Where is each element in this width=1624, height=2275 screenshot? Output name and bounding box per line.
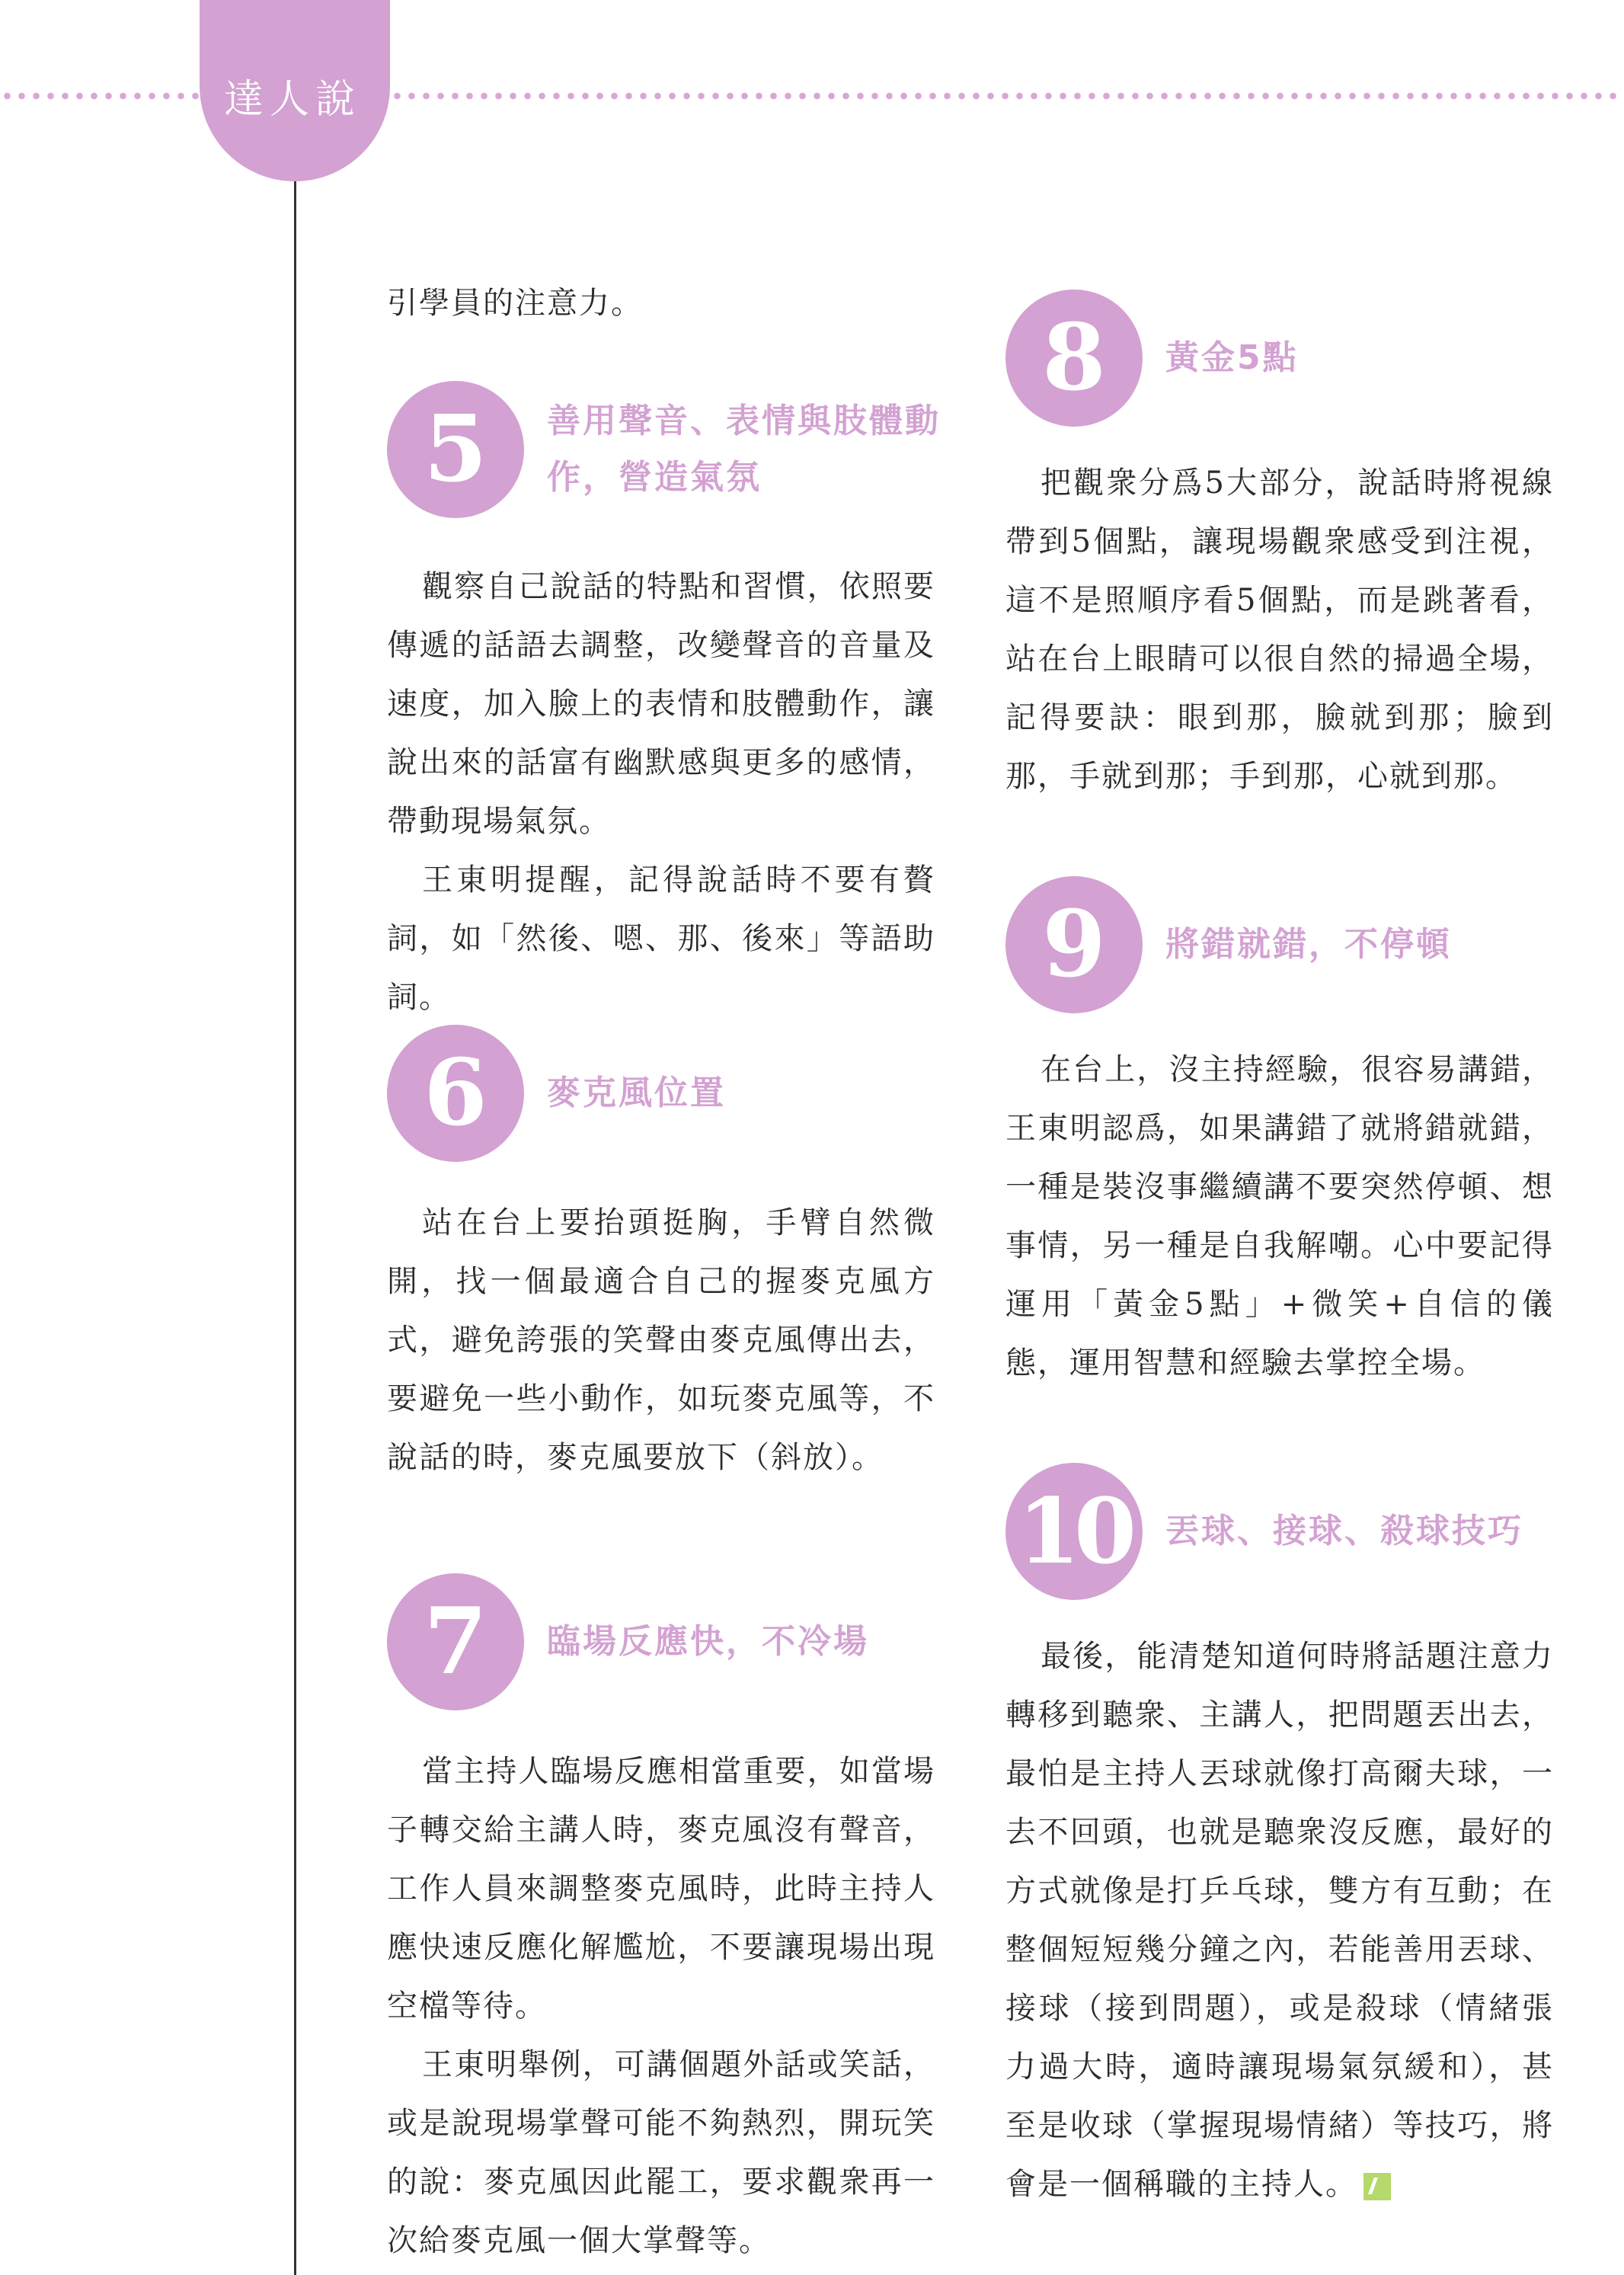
section-paragraph: 在台上，沒主持經驗，很容易講錯，王東明認爲，如果講錯了就將錯就錯，一種是裝沒事繼續講不要突然停頓、想事情，另一種是自我解嘲。心中要記得運用「黃金5點」+微笑+自信的儀態，運用智慧和經驗去掌控全場。 [1005, 1052, 1554, 1381]
section-6 [387, 1025, 935, 1487]
section-title: 臨場反應快，不冷場 [547, 1622, 869, 1661]
section-paragraph: 站在台上要抬頭挺胸，手臂自然微開，找一個最適合自己的握麥克風方式，避免誇張的笑聲由麥克風傳出去，要避免一些小動作，如玩麥克風等，不說話的時，麥克風要放下（斜放）。 [387, 1205, 935, 1475]
dotted-rule-right [390, 91, 1624, 101]
section-title: 丟球、接球、殺球技巧 [1165, 1512, 1523, 1550]
section-title: 黃金5點 [1165, 338, 1299, 377]
section-number-badge: 8 [1005, 290, 1143, 427]
vertical-rule [294, 181, 296, 2275]
end-mark-icon [1363, 2173, 1391, 2200]
dotted-rule-left [0, 91, 200, 101]
section-paragraph-text: 最後，能清楚知道何時將話題注意力轉移到聽衆、主講人，把問題丟出去，最怕是主持人丟球就像打高爾夫球，一去不回頭，也就是聽衆沒反應，最好的方式就像是打乒乓球，雙方有互動；在整個短短幾分鐘之內，若能善用丟球、接球（接到問題），或是殺球（情緒張力過大時，適時讓現場氣氛緩和），甚至是收球（掌握現場情緒）等技巧，將會是一個稱職的主持人。 [1005, 1639, 1554, 2202]
section-number-badge: 9 [1005, 876, 1143, 1013]
right-column [1005, 290, 1554, 2270]
section-paragraph: 王東明舉例，可講個題外話或笑話，或是說現場掌聲可能不夠熱烈，開玩笑的說：麥克風因此罷工，要求觀衆再一次給麥克風一個大掌聲等。 [387, 2047, 935, 2258]
section-paragraph: 當主持人臨場反應相當重要，如當場子轉交給主講人時，麥克風沒有聲音，工作人員來調整麥克風時，此時主持人應快速反應化解尷尬，不要讓現場出現空檔等待。 [387, 1754, 935, 2024]
section-7 [387, 1573, 935, 2270]
section-title: 善用聲音、表情與肢體動作，營造氣氛 [547, 402, 941, 497]
section-9 [1005, 876, 1554, 1393]
section-8 [1005, 290, 1554, 806]
section-title: 麥克風位置 [547, 1074, 726, 1112]
section-title: 將錯就錯，不停頓 [1165, 925, 1452, 964]
section-10 [1005, 1463, 1554, 2214]
section-5 [387, 381, 941, 1027]
section-number-badge: 5 [387, 381, 524, 518]
section-number-badge: 6 [387, 1025, 524, 1162]
section-number-badge: 10 [1005, 1463, 1143, 1600]
section-paragraph [1005, 1627, 1554, 2214]
left-column [387, 274, 941, 2270]
section-paragraph: 觀察自己說話的特點和習慣，依照要傳遞的話語去調整，改變聲音的音量及速度，加入臉上的表情和肢體動作，讓說出來的話富有幽默感與更多的感情，帶動現場氣氛。 [387, 569, 935, 839]
section-paragraph: 把觀衆分爲5大部分，說話時將視線帶到5個點，讓現場觀衆感受到注視，這不是照順序看5個點，而是跳著看，站在台上眼睛可以很自然的掃過全場，記得要訣：眼到那，臉就到那；臉到那，手就到那；手到那，心就到那。 [1005, 466, 1554, 794]
section-number-badge: 7 [387, 1573, 524, 1710]
section-paragraph: 王東明提醒，記得說話時不要有贅詞，如「然後、嗯、那、後來」等語助詞。 [387, 862, 935, 1015]
intro-text: 引學員的注意力。 [387, 286, 643, 321]
page-title: 達人說 [224, 77, 362, 123]
